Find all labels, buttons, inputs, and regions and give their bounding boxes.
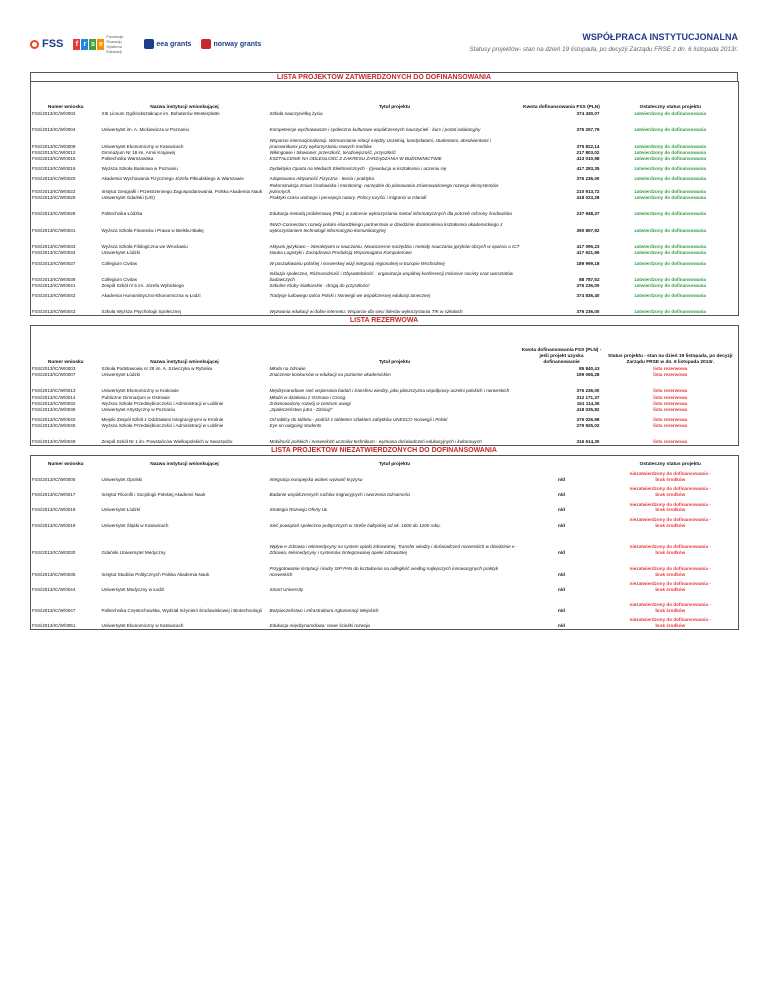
project-title: Zrównoważony rozwój w centrum uwagi: [269, 400, 351, 406]
status-badge: zatwierdzony do dofinansowania: [634, 309, 707, 315]
document-header: [30, 30, 738, 64]
rejected-table: [30, 455, 739, 630]
status-badge: lista rezerwowa: [653, 417, 688, 423]
project-title: Aktywni językowo – interaktywni w nauczaniu. Nowoczesne narzędzia i metody nauczania języków obcych w oparciu o ICT: [269, 244, 520, 250]
project-title: Wikingowie i Słowianie: przeszłość, teraźniejszość, przyszłość: [269, 149, 396, 155]
application-number: FSS/2013/IC/W/0035: [32, 571, 76, 577]
funding-amount: 210 913,72: [576, 188, 600, 194]
status-line-1: niezatwierdzony do dofinansowania -: [629, 602, 711, 608]
institution-name: Uniwersytet Ekonomiczny w Katowicach: [101, 143, 184, 149]
table-row: [31, 433, 739, 445]
project-title: Rekonstrukcja zmian środowiska i monitoring- narzędzie do planowania zrównoważonego rozwoju ekosystemów jeziornych.: [269, 183, 499, 194]
fss-logo: FSS: [30, 38, 63, 50]
status-badge: zatwierdzony do dofinansowania: [634, 143, 707, 149]
project-title: Eye on outgoing students: [269, 423, 322, 429]
status-badge: lista rezerwowa: [653, 423, 688, 429]
funding-amount: 199 065,28: [576, 372, 600, 378]
status-badge: lista rezerwowa: [653, 400, 688, 406]
application-number: FSS/2013/IC/W/0051: [32, 622, 76, 628]
project-title: Młodzi w działaniu z Ostrowa i Grong.: [269, 394, 347, 400]
funding-amount: 376 236,00: [576, 283, 600, 289]
funding-amount: 88 787,52: [579, 276, 600, 282]
application-number: FSS/2013/IC/W/0041: [32, 283, 76, 289]
logo-strip: [30, 34, 261, 54]
col-header-amount: [521, 456, 603, 468]
project-title: Nauka Logistyki i Zarządzania Produkcją Wspomagana Komputerowo: [269, 250, 412, 256]
application-number: FSS/2013/IC/W/0017: [32, 492, 76, 498]
funding-amount: 390 897,92: [576, 227, 600, 233]
project-title: Edukacja metodą problemową (PBL) w zakresie wykorzystania metod informatycznych dla potrzeb ochrony środowiska: [269, 211, 512, 217]
application-number: FSS/2013/IC/W/0020: [32, 176, 76, 182]
project-title: Bezpieczeństwo i Infrastruktura Aglomeracji Miejskich: [269, 608, 379, 614]
application-number: FSS/2013/IC/W/0005: [32, 476, 76, 482]
institution-name: Wyższa Szkoła Finansów i Prawa w Bielsku-Białej: [101, 227, 204, 233]
table-row: [31, 121, 739, 133]
status-badge: zatwierdzony do dofinansowania: [634, 260, 707, 266]
application-number: FSS/2013/IC/W/0033: [32, 244, 76, 250]
funding-amount: n/d: [558, 571, 565, 577]
funding-amount: 85 840,43: [579, 365, 600, 371]
status-badge: zatwierdzony do dofinansowania: [634, 283, 707, 289]
status-badge: zatwierdzony do dofinansowania: [634, 250, 707, 256]
institution-name: Szkoła Wyższa Psychologii Społecznej: [101, 309, 181, 315]
funding-amount: n/d: [558, 550, 565, 556]
status-line-2: brak środków: [655, 622, 686, 628]
status-badge: zatwierdzony do dofinansowania: [634, 195, 707, 200]
project-title: „Społeczeństwo jutra - Dzisiaj!”: [269, 407, 333, 413]
application-number: FSS/2013/IC/W/0018: [32, 507, 76, 513]
table-row: [31, 303, 739, 315]
rejected-section-title: LISTA PROJEKTÓW NIEZATWIERDZONYCH DO DOFINANSOWANIA: [271, 447, 497, 455]
funding-amount: 376 026,98: [576, 417, 600, 423]
funding-amount: n/d: [558, 608, 565, 614]
table-row: [31, 513, 739, 528]
institution-name: Uniwersytet Ekonomiczny w Krakowie: [101, 388, 179, 394]
col-header-num: Numer wniosku: [47, 359, 84, 365]
col-header-status: Status projektu - stan na dzień 19 listopada, po decyzji Zarządu FRSE w dn. 6 listopada 2013r.: [608, 353, 733, 365]
table-row: [31, 137, 739, 149]
funding-amount: 237 948,37: [576, 211, 600, 217]
project-title: Sieć powiązań społeczno-politycznych w strefie bałtyckiej od ok. 1000 do 1200 roku.: [269, 522, 441, 528]
institution-name: Uniwersytet Śląski w Katowicach: [101, 522, 169, 528]
status-line-1: niezatwierdzony do dofinansowania -: [629, 565, 711, 571]
reserve-header-row: [31, 326, 739, 366]
institution-name: Gimnazjum Nr 18 im. Armii Krajowej: [101, 149, 176, 155]
institution-name: Uniwersytet Ekonomiczny w Katowicach: [101, 622, 184, 628]
project-title: Badanie współczesnych ruchów migracyjnych i tworzenia tożsamości: [269, 492, 411, 498]
funding-amount: n/d: [558, 507, 565, 513]
funding-amount: 417 621,96: [576, 250, 600, 256]
institution-name: Instytut Geografii i Przestrzennego Zagospodarowania, Polska Akademia Nauk: [101, 188, 263, 194]
funding-amount: 376 236,00: [576, 309, 600, 315]
application-number: FSS/2013/IC/W/0009: [32, 143, 76, 149]
reserve-section-title: LISTA REZERWOWA: [349, 317, 419, 324]
project-title: Szkolne Kluby Siatkarskie - drogą do przyszłości!: [269, 283, 370, 289]
funding-amount: n/d: [558, 622, 565, 628]
rejected-rows: [31, 468, 739, 630]
col-header-status: Ostateczny status projektu: [639, 461, 701, 467]
status-badge: [603, 528, 739, 556]
funding-amount: 151 114,35: [576, 400, 600, 406]
status-badge: zatwierdzony do dofinansowania: [634, 211, 707, 217]
application-number: FSS/2013/IC/W/0028: [32, 211, 76, 217]
page-subtitle: Statusy projektów- stan na dzień 19 listopada, po decyzji Zarządu FRSE z dn. 6 listopada 2013r.: [469, 46, 738, 53]
application-number: FSS/2013/IC/W/0036: [32, 407, 76, 413]
institution-name: Collegium Civitas: [101, 260, 137, 266]
status-badge: [603, 614, 739, 629]
status-badge: zatwierdzony do dofinansowania: [634, 176, 707, 182]
col-header-title: Tytuł projektu: [378, 359, 411, 365]
institution-name: Uniwersytet Medyczny w Łodzi: [101, 586, 165, 592]
col-header-num: Numer wniosku: [47, 104, 84, 110]
status-badge: zatwierdzony do dofinansowania: [634, 127, 707, 133]
institution-name: Wyższa Szkoła Filologiczna we Wrocławiu: [101, 244, 188, 250]
funding-amount: n/d: [558, 492, 565, 498]
table-row: [31, 614, 739, 629]
status-line-2: brak środków: [655, 507, 686, 513]
institution-name: Zespół Szkół nr 5 im. Józefa Wybickiego: [101, 283, 184, 289]
table-row: [31, 483, 739, 498]
funding-amount: 376 236,00: [576, 176, 600, 182]
application-number: FSS/2013/IC/W/0012: [32, 149, 76, 155]
approved-header-row: [31, 82, 739, 111]
institution-name: Politechnika Częstochowska, Wydział Inżynierii Środowiskowej i Biotechnologii: [101, 608, 262, 614]
institution-name: Collegium Civitas: [101, 276, 137, 282]
table-row: [31, 270, 739, 282]
funding-amount: 374 836,40: [576, 293, 600, 299]
institution-name: Akademia Humanistyczno-Ekonomiczna w Łodzi: [101, 293, 201, 299]
institution-name: Uniwersytet Łódzki: [101, 250, 141, 256]
application-number: FSS/2013/IC/W/0042: [32, 293, 76, 299]
eea-grants-icon: [144, 39, 154, 49]
table-row: [31, 556, 739, 577]
institution-name: Politechnika Warszawska: [101, 156, 154, 162]
status-badge: lista rezerwowa: [653, 407, 688, 413]
status-line-1: niezatwierdzony do dofinansowania -: [629, 580, 711, 586]
reserve-rows: [31, 366, 739, 446]
status-line-2: brak środków: [655, 571, 686, 577]
funding-amount: 418 035,82: [576, 407, 600, 413]
status-badge: zatwierdzony do dofinansowania: [634, 293, 707, 299]
application-number: FSS/2013/IC/W/0031: [32, 227, 76, 233]
col-header-title: Tytuł projektu: [378, 104, 411, 110]
application-number: FSS/2013/IC/W/0002: [32, 110, 76, 116]
table-row: [31, 528, 739, 556]
table-row: [31, 382, 739, 394]
approved-section-title: LISTA PROJEKTÓW ZATWIERDZONYCH DO DOFINANSOWANIA: [30, 72, 738, 81]
application-number: FSS/2013/IC/W/0049: [32, 439, 76, 445]
institution-name: XIII Liceum Ogólnokształcące im. Bohaterów Westerplatte: [101, 110, 220, 116]
status-line-2: brak środków: [655, 476, 686, 482]
application-number: FSS/2013/IC/W/0045: [32, 423, 76, 429]
project-title: Kompetencje wychowawcze i społeczno-kulturowe współczesnych nauczycieli - kurs i portal edukacyjny: [269, 127, 481, 133]
project-title: Tradycje ludowego tańca Polski i Norwegii we współczesnej edukacji tanecznej: [269, 293, 431, 299]
institution-name: Wyższa Szkoła Przedsiębiorczości i Administracji w Lublinie: [101, 400, 224, 406]
project-title: Od tablicy do tabletu - podróż z tabletem szlakiem zabytków UNESCO Norwegii i Polski: [269, 417, 448, 423]
status-badge: lista rezerwowa: [653, 439, 688, 445]
project-title: Adaptowana Aktywność Fizyczna - teoria i praktyka: [269, 176, 375, 182]
funding-amount: 189 999,18: [576, 260, 600, 266]
frse-logo-icon: f r s e: [73, 39, 104, 50]
application-number: FSS/2013/IC/W/0038: [32, 276, 76, 282]
table-row: [31, 205, 739, 217]
status-badge: zatwierdzony do dofinansowania: [634, 166, 707, 172]
status-badge: zatwierdzony do dofinansowania: [634, 110, 707, 116]
application-number: FSS/2013/IC/W/0003: [32, 365, 76, 371]
funding-amount: 217 803,02: [576, 149, 600, 155]
project-title: Międzynarodowe sieć wspierania badań i transferu wiedzy, jako płaszczyzna współpracy uczelni polskich i norweskich: [269, 388, 510, 394]
institution-name: Instytut Studiów Politycznych Polska Akademia Nauk: [101, 571, 210, 577]
col-header-amount: Kwota dofinansowania FSS (PLN): [523, 104, 600, 110]
funding-amount: 376 236,00: [576, 388, 600, 394]
status-badge: zatwierdzony do dofinansowania: [634, 188, 707, 194]
application-number: FSS/2013/IC/W/0030: [32, 550, 76, 556]
application-number: FSS/2013/IC/W/0022: [32, 188, 76, 194]
funding-amount: 417 283,35: [576, 166, 600, 172]
institution-name: Politechnika Łódzka: [101, 211, 143, 217]
col-header-title: Tytuł projektu: [378, 461, 411, 467]
status-badge: lista rezerwowa: [653, 388, 688, 394]
status-line-1: niezatwierdzony do dofinansowania -: [629, 516, 711, 522]
project-title: Integracja europejska wobec wyzwań kryzysu: [269, 476, 363, 482]
status-line-1: niezatwierdzony do dofinansowania -: [629, 486, 711, 492]
status-badge: zatwierdzony do dofinansowania: [634, 276, 707, 282]
status-line-1: niezatwierdzony do dofinansowania -: [629, 617, 711, 622]
status-badge: [603, 498, 739, 513]
status-badge: [603, 577, 739, 592]
funding-amount: 418 023,28: [576, 195, 600, 200]
application-number: FSS/2013/IC/W/0034: [32, 250, 76, 256]
project-title: Młoda na zdrowie: [269, 365, 306, 371]
table-row: [31, 238, 739, 250]
status-badge: [603, 468, 739, 483]
page-title: WSPÓŁPRACA INSTYTUCJONALNA: [582, 32, 738, 42]
funding-amount: 312 171,37: [576, 394, 600, 400]
institution-name: Wyższa Szkoła Przedsiębiorczości i Administracji w Lublinie: [101, 423, 224, 429]
status-badge: [603, 593, 739, 614]
application-number: FSS/2013/IC/W/0014: [32, 394, 76, 400]
application-number: FSS/2013/IC/W/0004: [32, 127, 76, 133]
table-row: [31, 221, 739, 233]
status-line-2: brak środków: [655, 522, 686, 528]
project-title: Inkluzja społeczna, Różnorodność i Obywatelskość - organizacja współnej konferencji Inclusive society oraz warsztatów badawczych: [269, 271, 514, 282]
status-badge: zatwierdzony do dofinansowania: [634, 149, 707, 155]
status-badge: [603, 556, 739, 577]
project-title: INNO-Connection: rozwój polsko-islandzkiego partnerstwa w dziedzinie doskonalenia kształcenia akademickiego z wykorzystaniem technologii informacyjno-komunikacyjnej: [269, 221, 503, 233]
col-header-amount: Kwota dofinansowania FSS (PLN) - jeśli projekt uzyska dofinansowanie: [521, 348, 602, 365]
table-row: [31, 468, 739, 483]
institution-name: Uniwersytet Artystyczny w Poznaniu: [101, 407, 176, 413]
status-badge: lista rezerwowa: [653, 365, 688, 371]
application-number: FSS/2013/IC/W/0007: [32, 372, 76, 378]
application-number: FSS/2013/IC/W/0013: [32, 388, 76, 394]
col-header-inst: Nazwa instytucji wnioskującej: [150, 359, 219, 365]
project-title: Mobilność polskich i norweskich uczniów technikum - wymiana doświadczeń edukacyjnych i kulturowych: [269, 439, 482, 445]
institution-name: Zespół Szkół Nr 1 im. Powstańców Wielkopolskich w Swarzędzu: [101, 439, 233, 445]
application-number: FSS/2013/IC/W/0044: [32, 586, 76, 592]
project-title: Przygotowanie instytucji i kadry ISP PAN do kształcenia na odległość według najlepszych innowacyjnych praktyk norweskich: [269, 565, 499, 577]
project-title: Edukacja międzynarodowa: nowe ścieżki rozwoju: [269, 622, 371, 628]
norway-grants-logo: norway grants: [201, 39, 261, 49]
funding-amount: 417 095,23: [576, 244, 600, 250]
project-title: W poszukiwaniu polskiej i norweskiej wizji integracji regionalnej w Europie Wschodniej: [269, 260, 445, 266]
project-title: Znaczenie konkursów w edukacji na poziomie akademickim: [269, 372, 391, 378]
institution-name: Akademia Wychowania Fizycznego Józefa Piłsudskiego w Warszawie: [101, 176, 244, 182]
institution-name: Wyższa Szkoła Bankowa w Poznaniu: [101, 166, 178, 172]
institution-name: Uniwersytet im. A. Mickiewicza w Poznaniu: [101, 127, 190, 133]
funding-amount: 413 010,98: [576, 156, 600, 162]
col-header-inst: Nazwa instytucji wnioskującej: [150, 104, 219, 110]
approved-table: [30, 81, 739, 316]
project-title: Szkoła nauczycielką życia: [269, 110, 323, 116]
eea-grants-logo: eea grants: [144, 39, 191, 49]
institution-name: Uniwersytet Łódzki: [101, 372, 141, 378]
institution-name: Miejski Zespół Szkół z Oddziałami Integracyjnymi w Krośnie: [101, 417, 224, 423]
project-title: Strategia Rozwoju Oferty UŁ: [269, 507, 328, 513]
table-row: [31, 182, 739, 194]
table-row: [31, 577, 739, 592]
application-number: FSS/2013/IC/W/0032: [32, 400, 76, 406]
status-badge: lista rezerwowa: [653, 394, 688, 400]
application-number: FSS/2013/IC/W/0015: [32, 156, 76, 162]
institution-name: Uniwersytet Opolski: [101, 476, 143, 482]
status-badge: zatwierdzony do dofinansowania: [634, 227, 707, 233]
project-title: KSZTAŁCENIE NA ODLEGŁOŚĆ Z ZAKRESU ZARZĄDZANIA W BUDOWNICTWIE: [269, 156, 442, 162]
project-title: Wpływ e-Zdrowia i telemedycyny na system opieki zdrowotnej. Transfer wiedzy i doświadczeń norweskich w dziedzinie e - Zdrowia, telemedycyny i systemów zintegrowanej opieki zdrowotnej: [269, 544, 518, 556]
status-badge: lista rezerwowa: [653, 372, 688, 378]
title-block: [469, 32, 738, 53]
fss-logo-icon: [30, 40, 39, 49]
funding-amount: 375 822,14: [576, 143, 600, 149]
application-number: FSS/2013/IC/W/0037: [32, 260, 76, 266]
status-line-2: brak środków: [655, 550, 686, 556]
approved-rows: [31, 111, 739, 316]
norway-grants-icon: [201, 39, 211, 49]
funding-amount: 375 257,79: [576, 127, 600, 133]
application-number: FSS/2013/IC/W/0019: [32, 522, 76, 528]
status-line-2: brak środków: [655, 586, 686, 592]
funding-amount: 374 430,07: [576, 110, 600, 116]
status-badge: [603, 513, 739, 528]
project-title: Praktyki czasu wolnego i percepcja natury. Polscy turyści i migranci w Islandii: [269, 195, 427, 200]
project-title: Wyzwania edukacji w dobie internetu: Wsparcie dla sieci liderów wykorzystania TIK w szkołach: [269, 309, 463, 315]
reserve-table: [30, 325, 739, 446]
funding-amount: n/d: [558, 586, 565, 592]
funding-amount: 316 614,30: [576, 439, 600, 445]
application-number: FSS/2013/IC/W/0040: [32, 417, 76, 423]
table-row: [31, 593, 739, 614]
col-header-inst: Nazwa instytucji wnioskującej: [150, 461, 219, 467]
institution-name: Publiczne Gimnazjum w Ostrowie: [101, 394, 170, 400]
status-badge: zatwierdzony do dofinansowania: [634, 244, 707, 250]
frse-logo: f r s e Fundacja Rozwoju Systemu Edukacji: [73, 34, 134, 54]
status-badge: zatwierdzony do dofinansowania: [634, 156, 707, 162]
institution-name: Szkoła Podstawowa nr 28 im. A. Sziwczyka w Rybniku: [101, 365, 213, 371]
status-line-1: niezatwierdzony do dofinansowania -: [629, 544, 711, 550]
institution-name: Uniwersytet Gdański (UG): [101, 195, 155, 200]
application-number: FSS/2013/IC/W/0025: [32, 195, 76, 200]
status-line-1: niezatwierdzony do dofinansowania -: [629, 471, 711, 477]
funding-amount: n/d: [558, 476, 565, 482]
application-number: FSS/2013/IC/W/0043: [32, 309, 76, 315]
status-line-2: brak środków: [655, 492, 686, 498]
funding-amount: n/d: [558, 522, 565, 528]
application-number: FSS/2013/IC/W/0047: [32, 608, 76, 614]
status-line-2: brak środków: [655, 608, 686, 614]
col-header-status: Ostateczny status projektu: [639, 104, 701, 110]
institution-name: Uniwersytet Łódzki: [101, 507, 141, 513]
status-line-1: niezatwierdzony do dofinansowania -: [629, 501, 711, 507]
col-header-num: Numer wniosku: [47, 461, 84, 467]
institution-name: Gdański Uniwersytet Medyczny: [101, 550, 166, 556]
table-row: [31, 498, 739, 513]
project-title: Dydaktyka Oparta na Mediach Elektronicznych - (r)ewolucja w kształceniu i uczeniu się: [269, 166, 447, 172]
funding-amount: 279 925,02: [576, 423, 600, 429]
rejected-header-row: [31, 456, 739, 468]
institution-name: Instytut Filozofii i Socjologii Polskiej Akademii Nauk: [101, 492, 206, 498]
status-tables: [30, 72, 738, 630]
project-title: Smart University: [269, 586, 304, 592]
status-badge: [603, 483, 739, 498]
application-number: FSS/2013/IC/W/0016: [32, 166, 76, 172]
project-title: Wsparcie internacjonalizacji. Wzmacnianie relacji między Uczelnią, kandydatami, studentami, absolwentami i pracownikami przy wykorzystaniu nowych mediów: [269, 137, 491, 149]
